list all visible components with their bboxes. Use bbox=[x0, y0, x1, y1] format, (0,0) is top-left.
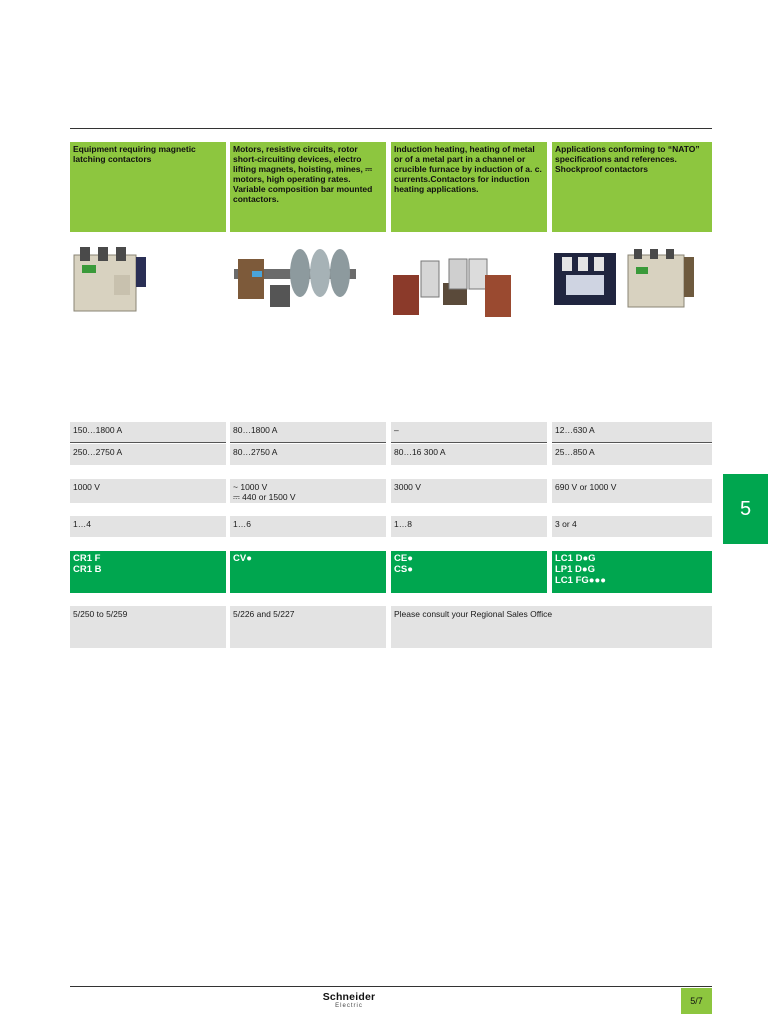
poles-c3: 3 or 4 bbox=[552, 516, 712, 537]
current-2-c3: 25…850 A bbox=[552, 444, 712, 465]
current-1-c0: 150…1800 A bbox=[70, 422, 226, 442]
refs-c3 bbox=[552, 551, 712, 593]
pages-c0[interactable]: 5/250 to 5/259 bbox=[70, 606, 226, 648]
schneider-logo bbox=[318, 992, 380, 1012]
induction-heating-contactor-image bbox=[391, 245, 547, 320]
ref-cv[interactable]: CV● bbox=[233, 553, 252, 564]
voltage-c0: 1000 V bbox=[70, 479, 226, 503]
pages-c2-c3: Please consult your Regional Sales Office bbox=[391, 606, 712, 648]
ac-symbol-icon: ~ bbox=[233, 482, 238, 492]
voltage-c1-ac: 1000 V bbox=[240, 482, 268, 492]
voltage-c1-dc: 440 or 1500 V bbox=[242, 492, 296, 502]
section-tab-number: 5 bbox=[739, 497, 752, 520]
ref-lc1-fg[interactable]: LC1 FG●●● bbox=[555, 575, 606, 586]
current-1-c3: 12…630 A bbox=[552, 422, 712, 442]
current-2-c1: 80…2750 A bbox=[230, 444, 386, 465]
poles-c1: 1…6 bbox=[230, 516, 386, 537]
page-number-text: 5/7 bbox=[690, 996, 703, 1006]
refs-c2 bbox=[391, 551, 547, 593]
header-nato-applications: Applications conforming to “NATO” specifications and references. Shockproof contactors bbox=[552, 142, 712, 232]
refs-c1 bbox=[230, 551, 386, 593]
voltage-c2: 3000 V bbox=[391, 479, 547, 503]
current-2-c0: 250…2750 A bbox=[70, 444, 226, 465]
top-rule bbox=[70, 128, 712, 129]
section-tab bbox=[723, 474, 768, 544]
ref-lp1-dg[interactable]: LP1 D●G bbox=[555, 564, 596, 575]
refs-c0 bbox=[70, 551, 226, 593]
poles-c2: 1…8 bbox=[391, 516, 547, 537]
voltage-c1 bbox=[230, 479, 386, 503]
nato-shockproof-contactors-image bbox=[552, 245, 712, 320]
ref-cr1b[interactable]: CR1 B bbox=[73, 564, 102, 575]
voltage-c3: 690 V or 1000 V bbox=[552, 479, 712, 503]
ref-ce[interactable]: CE● bbox=[394, 553, 413, 564]
row-separator bbox=[552, 442, 712, 443]
current-1-c1: 80…1800 A bbox=[230, 422, 386, 442]
header-magnetic-latching: Equipment requiring magnetic latching contactors bbox=[70, 142, 226, 232]
pages-c1[interactable]: 5/226 and 5/227 bbox=[230, 606, 386, 648]
ref-lc1-dg[interactable]: LC1 D●G bbox=[555, 553, 596, 564]
header-motors-resistive: Motors, resistive circuits, rotor short-circuiting devices, electro lifting magnets, hoisting, mines, ⎓ motors, high operating rates. Variable composition bar mounted contactors. bbox=[230, 142, 386, 232]
ref-cr1f[interactable]: CR1 F bbox=[73, 553, 101, 564]
magnetic-latching-contactor-image bbox=[70, 245, 226, 320]
row-separator bbox=[70, 442, 226, 443]
header-induction-heating: Induction heating, heating of metal or of a metal part in a channel or crucible furnace by induction of a. c. currents.Contactors for induction heating applications. bbox=[391, 142, 547, 232]
current-1-c2: – bbox=[391, 422, 547, 442]
bottom-rule bbox=[70, 986, 712, 987]
dc-symbol-icon: ⎓ bbox=[233, 492, 240, 502]
current-2-c2: 80…16 300 A bbox=[391, 444, 547, 465]
ref-cs[interactable]: CS● bbox=[394, 564, 413, 575]
row-separator bbox=[230, 442, 386, 443]
cv-contactor-image bbox=[230, 245, 386, 320]
page-number bbox=[681, 988, 712, 1014]
row-separator bbox=[391, 442, 547, 443]
logo-name: Schneider bbox=[322, 991, 376, 1003]
logo-sub: Electric bbox=[335, 1003, 363, 1009]
poles-c0: 1…4 bbox=[70, 516, 226, 537]
